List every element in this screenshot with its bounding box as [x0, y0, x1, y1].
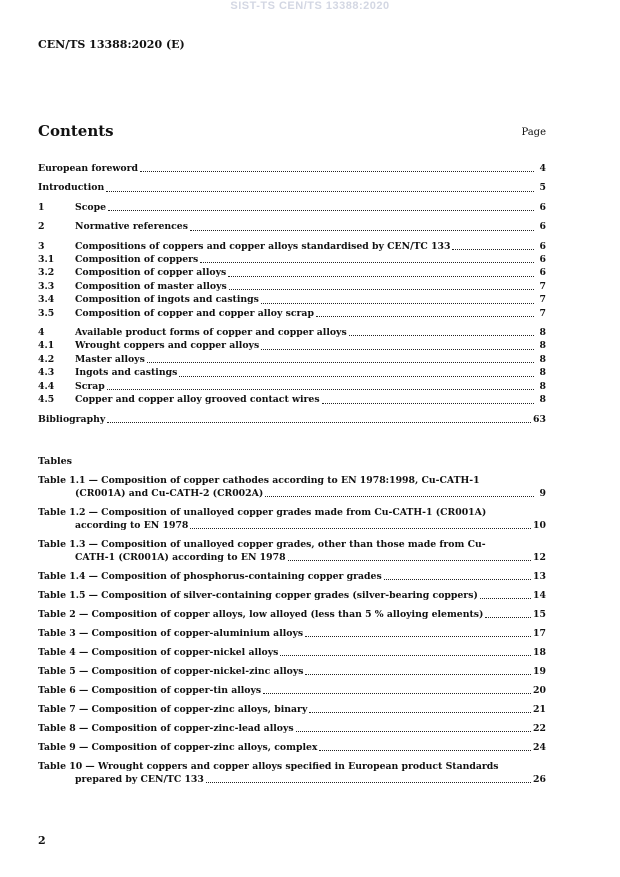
dot-leader	[316, 315, 534, 317]
toc-entry-label: Composition of master alloys	[75, 280, 227, 292]
toc-entry-page: 7	[539, 307, 546, 319]
toc-entry-number: 4	[38, 327, 45, 339]
table-entry-page: 24	[533, 742, 546, 753]
toc-entry[interactable]	[38, 266, 546, 279]
dot-leader	[200, 261, 534, 263]
toc-entry-number: 3.1	[38, 254, 55, 266]
toc-entry-page: 7	[539, 280, 546, 292]
toc-entry-label: Compositions of coppers and copper alloys standardised by CEN/TC 133	[75, 240, 451, 252]
table-entry-page: 17	[533, 628, 546, 639]
table-entry-title-cont: according to EN 1978	[75, 520, 189, 531]
toc-entry-label: European foreword	[38, 163, 138, 174]
dot-leader	[288, 559, 531, 561]
toc-entry-page: 6	[539, 240, 546, 252]
table-entry[interactable]	[38, 627, 546, 640]
table-entry[interactable]	[38, 722, 546, 735]
table-entry[interactable]	[38, 684, 546, 697]
toc-entry[interactable]	[38, 162, 546, 175]
dot-leader	[179, 375, 534, 377]
table-entry-title: Table 8 — Composition of copper-zinc-lead alloys	[38, 723, 294, 734]
dot-leader	[280, 654, 531, 656]
toc-entry-page: 4	[539, 163, 546, 174]
toc-entry[interactable]	[38, 253, 546, 266]
table-entry-page: 20	[533, 685, 546, 696]
dot-leader	[147, 361, 534, 363]
toc-entry[interactable]	[38, 380, 546, 393]
toc-entry[interactable]	[38, 393, 546, 406]
page-column-label: Page	[521, 127, 546, 138]
table-entry-page: 10	[533, 520, 546, 531]
table-entry-page: 19	[533, 666, 546, 677]
table-entry-title-cont: (CR001A) and Cu-CATH-2 (CR002A)	[75, 488, 264, 499]
toc-entry-label: Ingots and castings	[75, 367, 178, 379]
dot-leader	[206, 781, 531, 783]
toc-entry[interactable]	[38, 413, 546, 426]
toc-entry-number: 2	[38, 221, 45, 233]
toc-entry[interactable]	[38, 220, 546, 233]
dot-leader	[263, 692, 531, 694]
toc-entry[interactable]	[38, 353, 546, 366]
dot-leader	[107, 421, 531, 423]
page-number: 2	[38, 834, 46, 847]
table-entry-title: Table 1.5 — Composition of silver-containing copper grades (silver-bearing coppers)	[38, 590, 478, 601]
dot-leader	[107, 388, 534, 390]
dot-leader	[190, 527, 531, 529]
toc-entry-number: 4.5	[38, 394, 55, 406]
toc-entry-label: Copper and copper alloy grooved contact wires	[75, 394, 320, 406]
table-entry[interactable]	[38, 589, 546, 602]
toc-entry-label: Master alloys	[75, 353, 145, 365]
watermark: SIST-TS CEN/TS 13388:2020	[230, 0, 390, 12]
dot-leader	[452, 248, 534, 250]
toc-entry[interactable]	[38, 366, 546, 379]
table-entry-title: Table 4 — Composition of copper-nickel alloys	[38, 647, 279, 658]
toc-entry-page: 8	[539, 327, 546, 339]
table-entry-page: 12	[533, 552, 546, 563]
toc-entry-number: 3.4	[38, 294, 55, 306]
table-entry-title: Table 10 — Wrought coppers and copper alloys specified in European product Standards	[38, 761, 499, 772]
dot-leader	[319, 749, 531, 751]
dot-leader	[228, 275, 534, 277]
toc-entry-number: 3.3	[38, 280, 55, 292]
toc-entry-page: 8	[539, 340, 546, 352]
table-entry-title: Table 7 — Composition of copper-zinc alloys, binary	[38, 704, 308, 715]
dot-leader	[305, 635, 531, 637]
toc-entry-page: 5	[539, 182, 546, 194]
table-entry[interactable]	[38, 538, 546, 564]
toc-entry[interactable]	[38, 293, 546, 306]
toc-entry-number: 4.3	[38, 367, 55, 379]
table-entry[interactable]	[38, 570, 546, 583]
table-entry-page: 22	[533, 723, 546, 734]
toc-entry-label: Composition of ingots and castings	[75, 294, 259, 306]
toc-entry-label: Scope	[75, 201, 106, 213]
dot-leader	[384, 578, 531, 580]
toc-entry[interactable]	[38, 181, 546, 194]
toc-entry-label: Normative references	[75, 221, 188, 233]
dot-leader	[349, 334, 534, 336]
table-entry-title: Table 3 — Composition of copper-aluminium alloys	[38, 628, 304, 639]
toc-entry-page: 6	[539, 267, 546, 279]
table-entry-title: Table 1.1 — Composition of copper cathodes according to EN 1978:1998, Cu-CATH-1	[38, 475, 480, 486]
table-entry-page: 14	[533, 590, 546, 601]
dot-leader	[305, 673, 531, 675]
dot-leader	[485, 616, 531, 618]
toc-entry-label: Composition of coppers	[75, 254, 199, 266]
toc-entry-label: Scrap	[75, 380, 105, 392]
toc-entry[interactable]	[38, 201, 546, 214]
table-entry-page: 13	[533, 571, 546, 582]
table-entry-title: Table 9 — Composition of copper-zinc alloys, complex	[38, 742, 318, 753]
table-entry-title: Table 1.3 — Composition of unalloyed copper grades, other than those made from Cu-	[38, 539, 486, 550]
dot-leader	[309, 711, 531, 713]
dot-leader	[480, 597, 531, 599]
dot-leader	[322, 402, 534, 404]
toc-entry-page: 8	[539, 367, 546, 379]
toc-entry[interactable]	[38, 280, 546, 293]
toc-list	[38, 162, 546, 426]
table-entry[interactable]	[38, 646, 546, 659]
toc-entry-page: 7	[539, 294, 546, 306]
toc-entry-label: Composition of copper alloys	[75, 267, 227, 279]
dot-leader	[190, 229, 534, 231]
toc-entry-label: Introduction	[38, 182, 105, 194]
table-entry-page: 9	[539, 488, 546, 499]
toc-entry-page: 6	[539, 201, 546, 213]
toc-entry-label: Composition of copper and copper alloy scrap	[75, 307, 314, 319]
toc-entry[interactable]	[38, 326, 546, 339]
toc-entry-label: Bibliography	[38, 413, 106, 425]
dot-leader	[296, 730, 531, 732]
toc-entry-page: 6	[539, 254, 546, 266]
toc-entry-number: 3.5	[38, 307, 55, 319]
table-entry-title: Table 6 — Composition of copper-tin alloys	[38, 685, 262, 696]
toc-entry-number: 3.2	[38, 267, 55, 279]
toc-entry-page: 63	[533, 413, 546, 425]
tables-list	[38, 474, 546, 786]
toc-entry-number: 4.4	[38, 380, 55, 392]
table-entry-title: Table 1.2 — Composition of unalloyed copper grades made from Cu-CATH-1 (CR001A)	[38, 507, 487, 518]
table-entry-title-cont: prepared by CEN/TC 133	[75, 774, 204, 785]
table-entry[interactable]	[38, 608, 546, 621]
document-id: CEN/TS 13388:2020 (E)	[38, 38, 185, 51]
dot-leader	[108, 209, 534, 211]
toc-entry-number: 3	[38, 240, 45, 252]
toc-entry-page: 8	[539, 394, 546, 406]
tables-heading: Tables	[38, 456, 72, 467]
dot-leader	[140, 170, 534, 172]
table-entry-title: Table 5 — Composition of copper-nickel-zinc alloys	[38, 666, 304, 677]
table-entry[interactable]	[38, 741, 546, 754]
table-entry-title-cont: CATH-1 (CR001A) according to EN 1978	[75, 552, 286, 563]
table-entry[interactable]	[38, 506, 546, 532]
dot-leader	[261, 348, 534, 350]
dot-leader	[265, 495, 534, 497]
toc-entry-label: Available product forms of copper and copper alloys	[75, 327, 347, 339]
table-entry[interactable]	[38, 703, 546, 716]
toc-entry[interactable]	[38, 307, 546, 320]
table-entry-page: 18	[533, 647, 546, 658]
contents-title: Contents	[38, 122, 114, 140]
toc-entry[interactable]	[38, 339, 546, 352]
dot-leader	[106, 190, 534, 192]
toc-entry-number: 1	[38, 201, 45, 213]
toc-entry-page: 8	[539, 353, 546, 365]
table-entry-page: 21	[533, 704, 546, 715]
toc-entry-label: Wrought coppers and copper alloys	[75, 340, 260, 352]
toc-entry-number: 4.1	[38, 340, 55, 352]
toc-entry[interactable]	[38, 240, 546, 253]
toc-entry-page: 8	[539, 380, 546, 392]
table-entry-page: 26	[533, 774, 546, 785]
table-entry-title: Table 1.4 — Composition of phosphorus-containing copper grades	[38, 571, 382, 582]
table-entry-title: Table 2 — Composition of copper alloys, low alloyed (less than 5 % alloying elements)	[38, 609, 484, 620]
dot-leader	[229, 288, 534, 290]
table-entry[interactable]	[38, 474, 546, 500]
toc-entry-number: 4.2	[38, 353, 55, 365]
table-entry[interactable]	[38, 665, 546, 678]
toc-entry-page: 6	[539, 221, 546, 233]
table-entry[interactable]	[38, 760, 546, 786]
table-entry-page: 15	[533, 609, 546, 620]
dot-leader	[261, 302, 534, 304]
